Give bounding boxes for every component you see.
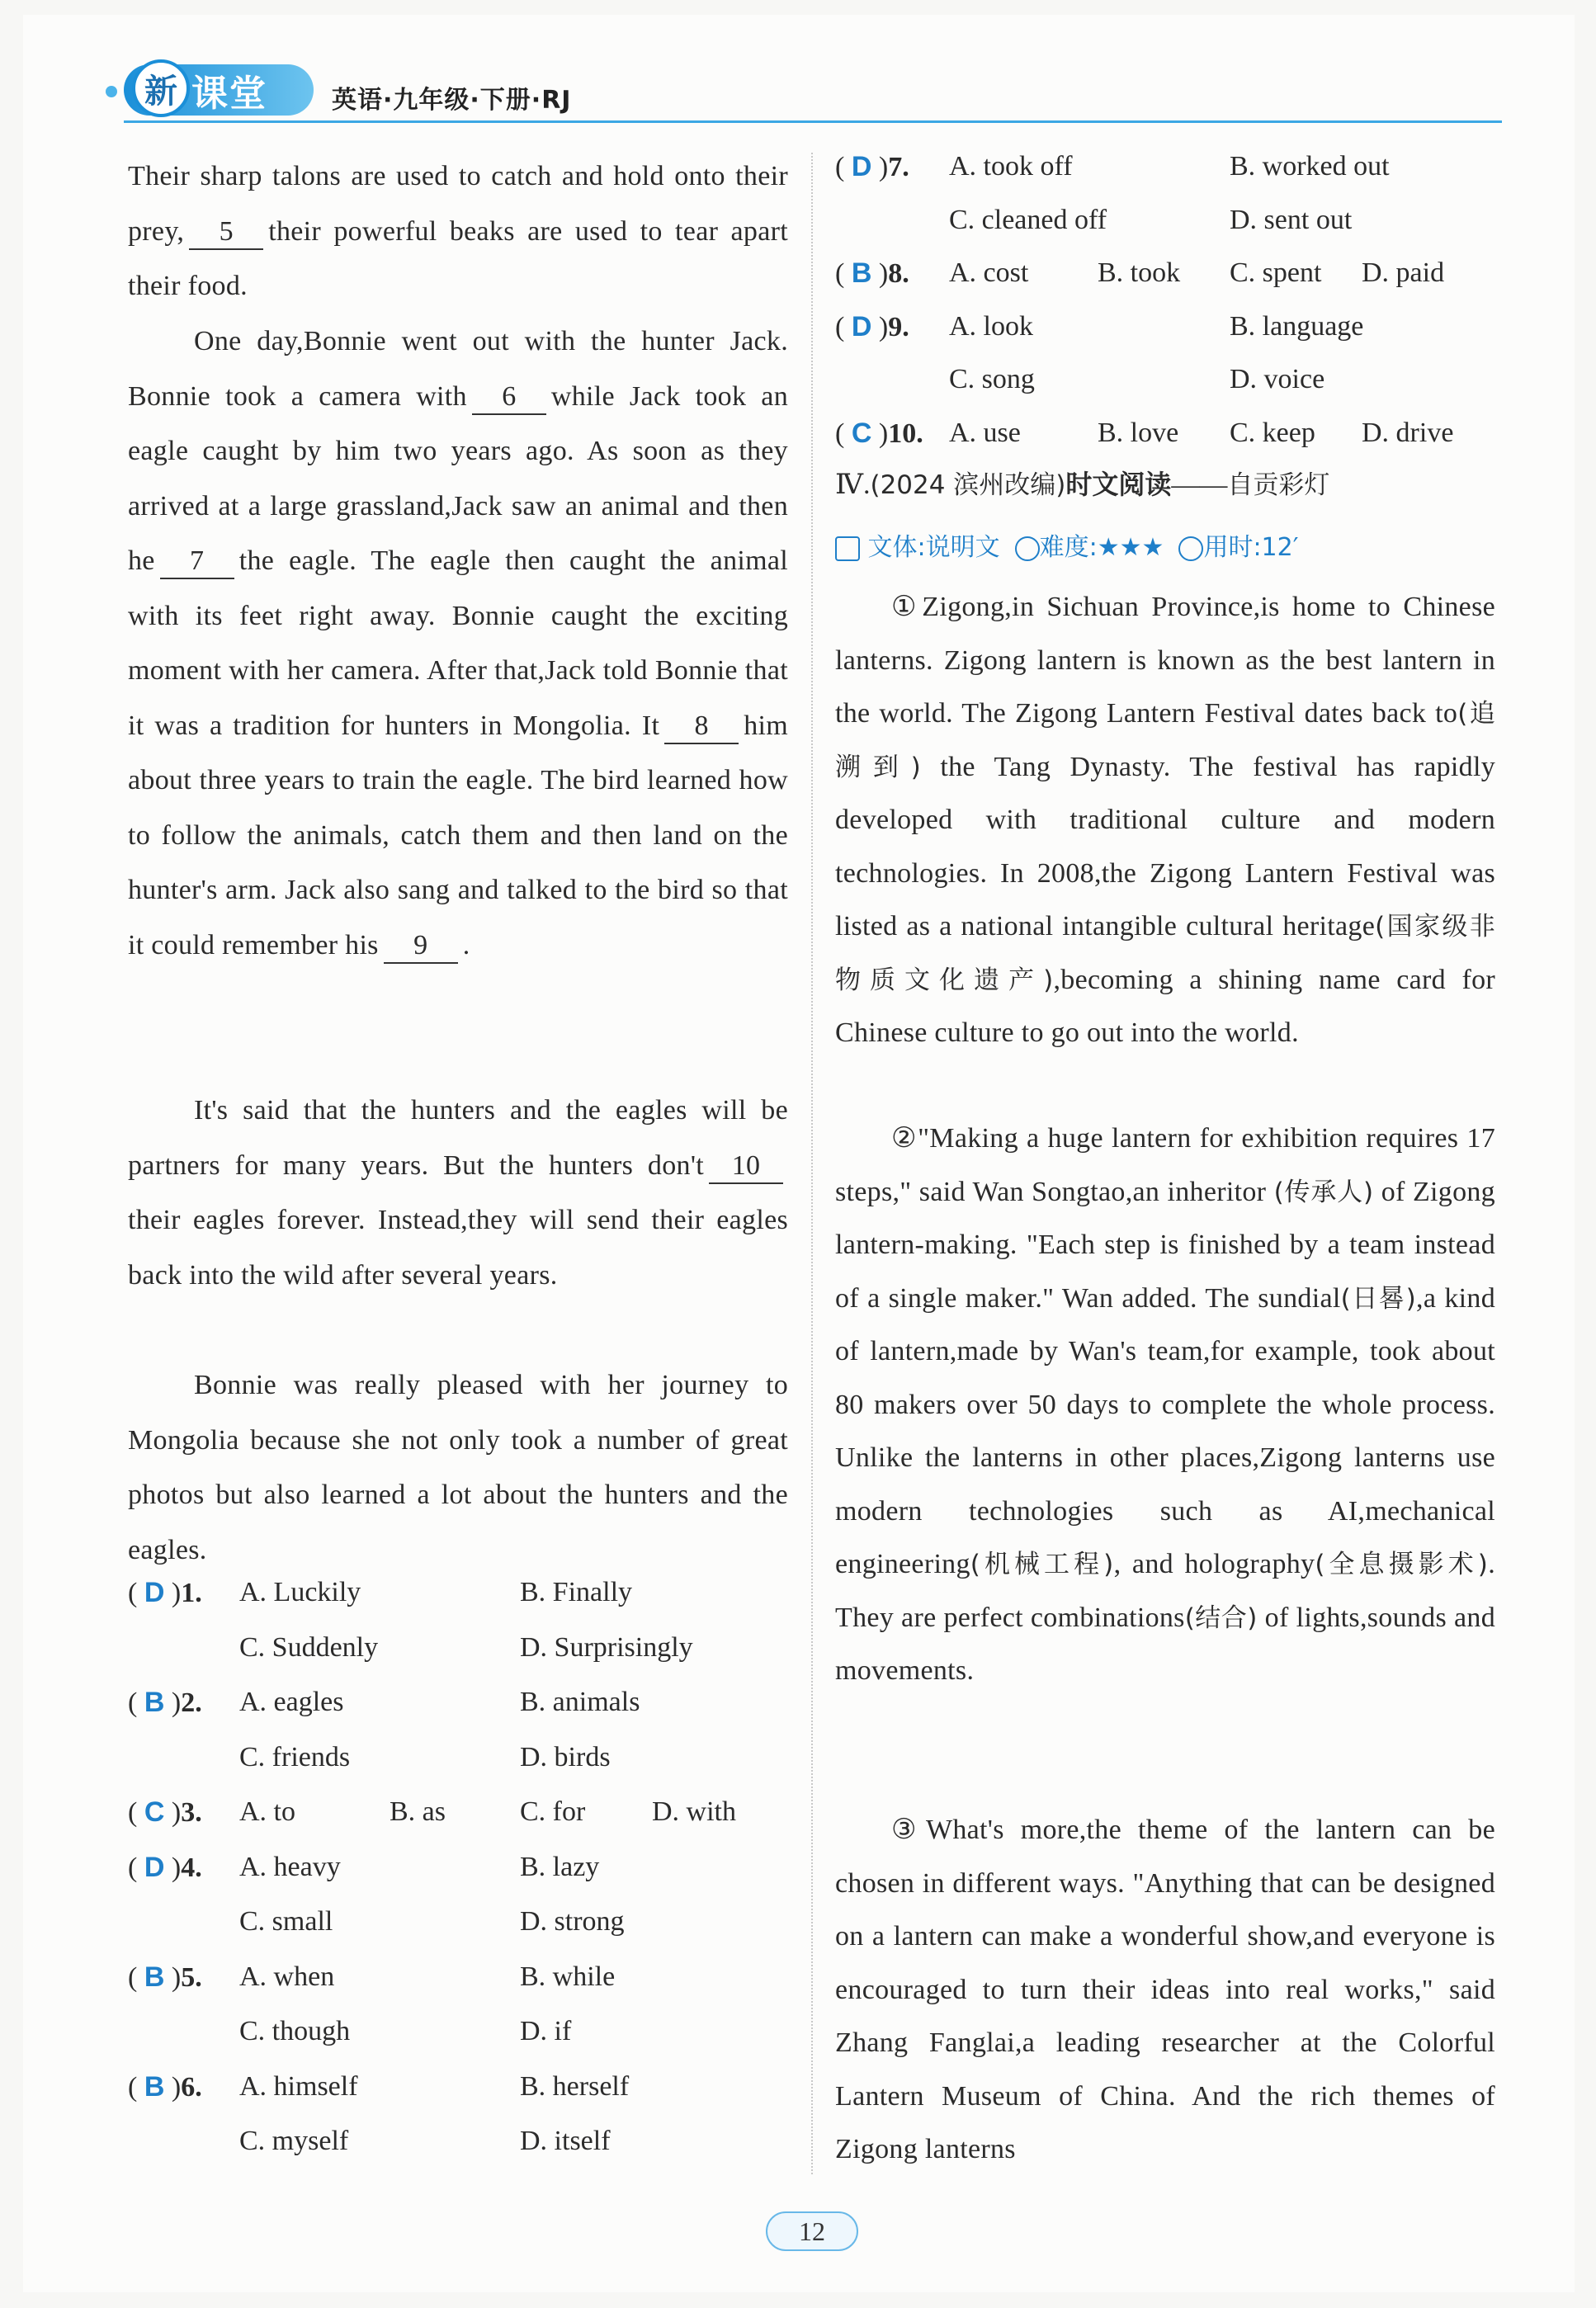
option[interactable]: C. cleaned off	[949, 204, 1107, 235]
time	[1178, 526, 1298, 563]
question-head	[128, 1852, 202, 1884]
paren-close: )	[164, 1961, 182, 1993]
option[interactable]: A. cost	[949, 257, 1029, 288]
text: . They are perfect combinations	[835, 1549, 1495, 1633]
answer: B	[144, 2070, 165, 2103]
blank-10[interactable]: 10	[709, 1149, 783, 1184]
answer: B	[851, 257, 872, 289]
option[interactable]: A. to	[239, 1796, 295, 1827]
question-number: 3.	[181, 1797, 202, 1828]
option[interactable]: C. though	[239, 2016, 351, 2046]
option[interactable]: C. Suddenly	[239, 1631, 379, 1663]
option[interactable]: B. animals	[520, 1687, 640, 1717]
blank-6[interactable]: 6	[472, 380, 546, 415]
blank-8[interactable]: 8	[664, 710, 739, 744]
paren-close: )	[871, 418, 889, 449]
text: him about three years to train the eagle. The bird learned how to follow the animals, catch them and then land on the hunter's arm. Jack also sang and talked to the bird so that it could remember his	[128, 710, 788, 960]
time-text: 用时:12′	[1203, 533, 1299, 562]
question-number: 10.	[888, 418, 923, 449]
paren-open: (	[128, 1961, 144, 1993]
text: ①Zigong,in Sichuan Province,is home to Chinese lanterns. Zigong lantern is known as the best lantern in the world. The Zigong Lantern Festival dates back to	[835, 592, 1495, 729]
option[interactable]: B. worked out	[1230, 151, 1390, 182]
text: of Zigong lantern-making. "Each step is finished by a team instead of a single maker." Wan added. The sundial	[835, 1176, 1495, 1314]
option[interactable]: D. birds	[520, 1741, 611, 1772]
difficulty-text: 难度:★★★	[1039, 533, 1164, 562]
answer: B	[144, 1961, 165, 1993]
right-paragraph-3: ③What's more,the theme of the lantern can be chosen in different ways. "Anything that can be designed on a lantern can make a wonderful show,and everyone is encouraged to turn their ideas into real works," said Zhang Fanglai,a leading researcher at the Colorful Lantern Museum of China. And the rich themes of Zigong lanterns	[835, 1815, 1495, 2164]
paren-close: )	[164, 2071, 182, 2103]
text: It's said that the hunters and the eagles will be partners for many years. But the hunters don't	[128, 1095, 788, 1181]
option[interactable]: B. as	[390, 1796, 446, 1827]
option[interactable]: C. for	[520, 1796, 586, 1827]
option[interactable]: C. spent	[1230, 257, 1322, 288]
option[interactable]: A. look	[949, 310, 1033, 342]
left-paragraph-2	[128, 1083, 788, 1303]
option[interactable]: A. Luckily	[239, 1577, 361, 1607]
genre-text: 文体:说明文	[867, 533, 1000, 562]
text: the Tang Dynasty. The festival has rapidly developed with traditional culture and modern technologies. In 2008,the Zigong Lantern Festival was listed as a national intangible cultural heritage	[835, 751, 1495, 942]
gloss: (国家级非物质文化遗产)	[835, 912, 1496, 995]
text: while Jack took an eagle caught by him two years ago. As soon as they arrived at a large grassland,Jack saw an animal and then he	[128, 380, 788, 576]
section-topic: 自贡彩灯	[1227, 470, 1330, 500]
section-number: Ⅳ.	[835, 470, 871, 500]
question-head	[835, 418, 923, 450]
option[interactable]: C. myself	[239, 2126, 349, 2156]
option[interactable]: D. Surprisingly	[520, 1631, 693, 1663]
paren-open: (	[128, 1852, 144, 1883]
text: their eagles forever. Instead,they will send their eagles back into the wild after several years.	[128, 1205, 788, 1291]
section-name: 时文阅读	[1065, 469, 1172, 500]
question-head	[128, 1796, 202, 1829]
question-head	[835, 257, 909, 290]
option[interactable]: C. keep	[1230, 417, 1315, 448]
option[interactable]: D. sent out	[1230, 204, 1353, 235]
option[interactable]: D. if	[520, 2016, 572, 2046]
question-head	[128, 1687, 202, 1719]
option[interactable]: A. heavy	[239, 1851, 341, 1882]
option[interactable]: B. herself	[520, 2070, 630, 2102]
section-dash: ——	[1171, 470, 1228, 500]
paren-open: (	[835, 258, 852, 289]
answer: B	[144, 1687, 165, 1718]
answer: C	[851, 417, 872, 449]
option[interactable]: D. itself	[520, 2126, 611, 2156]
question-head	[835, 151, 909, 183]
text: One day,Bonnie went out with the hunter Jack. Bonnie took a camera with	[128, 326, 788, 412]
header-dot-icon	[106, 86, 117, 97]
answer: D	[144, 1577, 165, 1608]
answer: C	[144, 1796, 165, 1828]
text: the eagle. The eagle then caught the animal with its feet right away. Bonnie caught the exciting moment with her camera. After that,Jack told Bonnie that it was a tradition for hunters in Mongolia. It	[128, 545, 788, 741]
gloss: (传承人)	[1273, 1177, 1374, 1207]
right-paragraph-2	[835, 1112, 1495, 1698]
genre	[835, 526, 1000, 563]
logo-text: 课堂	[191, 73, 267, 115]
header-subject: 英语·九年级·下册·RJ	[332, 86, 572, 115]
paren-close: )	[164, 1578, 182, 1608]
option[interactable]: A. took off	[949, 151, 1073, 182]
option[interactable]: D. paid	[1362, 257, 1445, 288]
text: ,becoming a shining name card for Chinese culture to go out into the world.	[835, 964, 1495, 1048]
text: ,a kind of lantern,made by Wan's team,for example, took about 80 makers over 50 days to complete the whole process. Unlike the lanterns in other places,Zigong lanterns use modern technologies such as AI,mechanical engineering	[835, 1282, 1496, 1579]
question-number: 8.	[888, 258, 909, 289]
text: Their sharp talons are used to catch and hold onto their prey,	[128, 161, 788, 247]
option[interactable]: A. eagles	[239, 1687, 344, 1717]
question-number: 4.	[181, 1852, 202, 1883]
answer: D	[851, 151, 872, 182]
paren-open: (	[128, 1578, 144, 1608]
paren-open: (	[128, 2071, 144, 2103]
question-number: 1.	[181, 1578, 202, 1608]
option[interactable]: D. strong	[520, 1906, 625, 1937]
header-rule	[124, 120, 1502, 123]
text: , and holography	[1113, 1549, 1315, 1579]
difficulty	[1015, 526, 1164, 563]
option[interactable]: A. when	[239, 1961, 335, 1992]
paren-open: (	[835, 418, 852, 449]
answer: D	[144, 1851, 165, 1883]
option[interactable]: B. love	[1098, 417, 1179, 448]
meta-line	[835, 526, 1299, 563]
question-head	[128, 2071, 202, 2103]
question-head	[128, 1577, 202, 1609]
medal-icon	[1015, 536, 1040, 561]
clock-icon	[1178, 536, 1203, 561]
option[interactable]: C. small	[239, 1906, 333, 1937]
option[interactable]: C. friends	[239, 1741, 351, 1772]
page-number-badge	[758, 2208, 866, 2254]
option[interactable]: B. language	[1230, 310, 1364, 342]
book-icon	[835, 536, 860, 561]
logo-first-char: 新	[132, 59, 190, 117]
text: of lights,sounds and movements.	[835, 1602, 1495, 1686]
option[interactable]: B. Finally	[520, 1577, 633, 1607]
option[interactable]: B. lazy	[520, 1851, 600, 1882]
option[interactable]: B. while	[520, 1961, 616, 1992]
question-head	[835, 311, 909, 343]
column-divider	[811, 153, 813, 2174]
paren-close: )	[871, 311, 889, 342]
text: ②"Making a huge lantern for exhibition requires 17 steps," said Wan Songtao,an inheritor	[835, 1123, 1495, 1207]
paren-open: (	[835, 311, 852, 342]
blank-5[interactable]: 5	[189, 215, 263, 250]
paren-open: (	[128, 1797, 144, 1828]
option[interactable]: D. voice	[1230, 364, 1325, 394]
question-head	[128, 1961, 202, 1994]
gloss: (结合)	[1184, 1602, 1258, 1633]
left-paragraph-3: Bonnie was really pleased with her journey to Mongolia because she not only took a number of great photos but also learned a lot about the hunters and the eagles.	[128, 1370, 788, 1565]
text: .	[462, 929, 470, 960]
gloss: (日晷)	[1340, 1283, 1417, 1314]
paren-close: )	[164, 1797, 182, 1828]
question-number: 5.	[181, 1961, 202, 1993]
question-number: 9.	[888, 311, 909, 342]
blank-7[interactable]: 7	[160, 545, 234, 579]
section-title	[835, 464, 1329, 502]
question-number: 7.	[888, 152, 909, 182]
right-paragraph-1	[835, 581, 1495, 1060]
paren-open: (	[835, 152, 852, 182]
paren-close: )	[164, 1852, 182, 1883]
option[interactable]: D. with	[652, 1796, 736, 1827]
paren-close: )	[871, 152, 889, 182]
paren-close: )	[164, 1687, 182, 1718]
gloss: (追溯到)	[835, 699, 1495, 782]
text: their powerful beaks are used to tear apart their food.	[128, 215, 788, 301]
question-number: 6.	[181, 2071, 202, 2103]
gloss: (全息摄影术)	[1315, 1550, 1489, 1579]
blank-9[interactable]: 9	[384, 929, 458, 964]
answer: D	[851, 310, 872, 342]
option[interactable]: B. took	[1098, 257, 1181, 288]
option[interactable]: C. song	[949, 364, 1035, 394]
option[interactable]: A. himself	[239, 2070, 358, 2102]
option[interactable]: D. drive	[1362, 417, 1454, 448]
option[interactable]: A. use	[949, 417, 1021, 448]
left-paragraph-0	[128, 149, 788, 314]
question-number: 2.	[181, 1687, 202, 1718]
paren-close: )	[871, 258, 889, 289]
section-source: (2024 滨州改编)	[870, 470, 1066, 500]
page-number: 12	[799, 2216, 825, 2246]
paren-open: (	[128, 1687, 144, 1718]
left-paragraph-1	[128, 314, 788, 973]
gloss: (机械工程)	[970, 1550, 1114, 1579]
